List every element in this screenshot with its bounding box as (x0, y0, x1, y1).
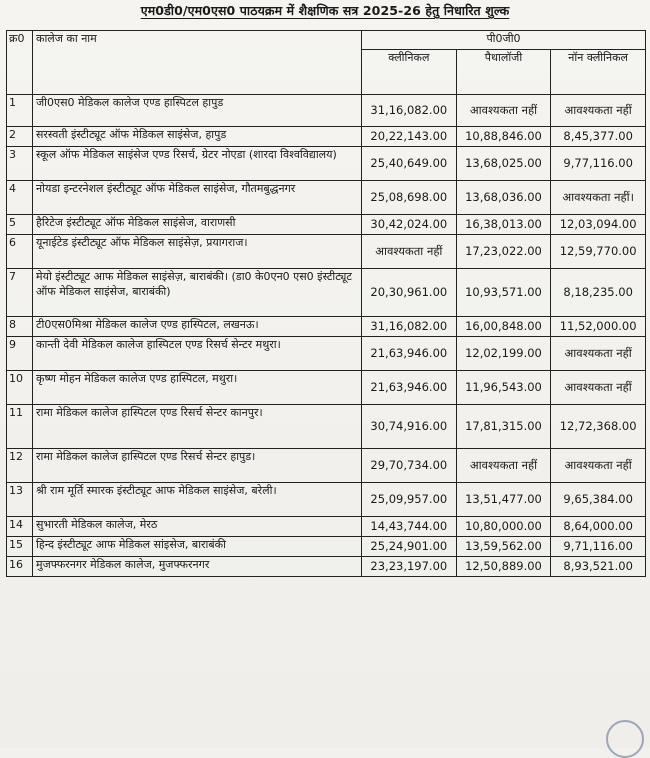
header-pg-group: पी0जी0 (362, 31, 646, 50)
table-row (7, 269, 646, 317)
row-clinical-fee: 20,30,961.00 (362, 269, 457, 317)
row-serial: 13 (7, 483, 33, 517)
table-row (7, 317, 646, 337)
row-clinical-fee: 21,63,946.00 (362, 371, 457, 405)
row-serial: 5 (7, 215, 33, 235)
row-clinical-fee: 25,08,698.00 (362, 181, 457, 215)
row-pathology-fee: 17,23,022.00 (456, 235, 551, 269)
document-title (0, 0, 650, 26)
row-college-name: जी0एस0 मेडिकल कालेज एण्ड हास्पिटल हापुड (33, 95, 362, 127)
row-college-name: सरस्वती इंस्टीट्यूट ऑफ मेडिकल साइंसेज, हापुड (33, 127, 362, 147)
row-clinical-fee: 25,09,957.00 (362, 483, 457, 517)
row-serial: 11 (7, 405, 33, 449)
table-body (7, 95, 646, 577)
stamp-seal (606, 720, 644, 758)
table-row (7, 337, 646, 371)
row-college-name: कान्ती देवी मेडिकल कालेज हास्पिटल एण्ड रिसर्च सेन्टर मथुरा। (33, 337, 362, 371)
row-college-name: स्कूल ऑफ मेडिकल साइंसेज एण्ड रिसर्च, ग्रेटर नोएडा (शारदा विश्वविद्यालय) (33, 147, 362, 181)
table-header-row (7, 31, 646, 50)
row-clinical-fee: 30,42,024.00 (362, 215, 457, 235)
row-pathology-fee: 16,00,848.00 (456, 317, 551, 337)
row-college-name: टी0एस0मिश्रा मेडिकल कालेज एण्ड हास्पिटल, लखनऊ। (33, 317, 362, 337)
row-serial: 12 (7, 449, 33, 483)
table-row (7, 181, 646, 215)
row-pathology-fee: 10,88,846.00 (456, 127, 551, 147)
row-non-clinical-fee: 12,59,770.00 (551, 235, 646, 269)
row-serial: 10 (7, 371, 33, 405)
header-clinical: क्लीनिकल (362, 50, 457, 95)
table-row (7, 371, 646, 405)
row-pathology-fee: 16,38,013.00 (456, 215, 551, 235)
header-pathology: पैथालॉजी (456, 50, 551, 95)
table-row (7, 95, 646, 127)
row-clinical-fee: 20,22,143.00 (362, 127, 457, 147)
row-pathology-fee: 10,93,571.00 (456, 269, 551, 317)
row-non-clinical-fee: 12,03,094.00 (551, 215, 646, 235)
document-title-text: एम0डी0/एम0एस0 पाठयक्रम में शैक्षणिक सत्र 2025-26 हेतु निधारित शुल्क (140, 3, 510, 18)
row-clinical-fee: 30,74,916.00 (362, 405, 457, 449)
row-serial: 2 (7, 127, 33, 147)
row-clinical-fee: 23,23,197.00 (362, 557, 457, 577)
row-serial: 14 (7, 517, 33, 537)
row-pathology-fee: आवश्यकता नहीं (456, 449, 551, 483)
row-pathology-fee: 13,68,036.00 (456, 181, 551, 215)
row-college-name: रामा मेडिकल कालेज हास्पिटल एण्ड रिसर्च सेन्टर कानपुर। (33, 405, 362, 449)
row-clinical-fee: 31,16,082.00 (362, 95, 457, 127)
row-serial: 16 (7, 557, 33, 577)
table-row (7, 557, 646, 577)
row-non-clinical-fee: 9,65,384.00 (551, 483, 646, 517)
row-non-clinical-fee: 8,45,377.00 (551, 127, 646, 147)
table-row (7, 449, 646, 483)
row-pathology-fee: 13,51,477.00 (456, 483, 551, 517)
row-serial: 4 (7, 181, 33, 215)
row-clinical-fee: 31,16,082.00 (362, 317, 457, 337)
table-row (7, 483, 646, 517)
row-college-name: सुभारती मेडिकल कालेज, मेरठ (33, 517, 362, 537)
row-pathology-fee: 10,80,000.00 (456, 517, 551, 537)
row-pathology-fee: 17,81,315.00 (456, 405, 551, 449)
row-pathology-fee: 12,02,199.00 (456, 337, 551, 371)
row-college-name: नोयडा इन्टरनेशल इंस्टीट्यूट ऑफ मेडिकल साइंसेज, गौतमबुद्धनगर (33, 181, 362, 215)
row-clinical-fee: आवश्यकता नहीं (362, 235, 457, 269)
row-clinical-fee: 14,43,744.00 (362, 517, 457, 537)
row-pathology-fee: 11,96,543.00 (456, 371, 551, 405)
row-non-clinical-fee: 8,18,235.00 (551, 269, 646, 317)
row-serial: 9 (7, 337, 33, 371)
row-non-clinical-fee: 9,77,116.00 (551, 147, 646, 181)
row-serial: 7 (7, 269, 33, 317)
row-clinical-fee: 25,40,649.00 (362, 147, 457, 181)
header-college-name: कालेज का नाम (33, 31, 362, 95)
table-row (7, 235, 646, 269)
fee-table (6, 30, 646, 577)
row-non-clinical-fee: 11,52,000.00 (551, 317, 646, 337)
row-serial: 3 (7, 147, 33, 181)
row-college-name: मेयो इंस्टीट्यूट आफ मेडिकल साइंसेज़, बाराबंकी। (डा0 के0एन0 एस0 इंस्टीट्यूट ऑफ मेडिकल साइंसेज, बाराबंकी) (33, 269, 362, 317)
row-non-clinical-fee: आवश्यकता नहीं (551, 449, 646, 483)
row-college-name: कृष्ण मोहन मेडिकल कालेज एण्ड हास्पिटल, मथुरा। (33, 371, 362, 405)
row-serial: 8 (7, 317, 33, 337)
table-row (7, 215, 646, 235)
table-row (7, 147, 646, 181)
row-pathology-fee: 13,59,562.00 (456, 537, 551, 557)
row-serial: 15 (7, 537, 33, 557)
row-clinical-fee: 29,70,734.00 (362, 449, 457, 483)
row-college-name: हिन्द इंस्टीट्यूट आफ मेडिकल सांइसेज, बाराबंकी (33, 537, 362, 557)
table-row (7, 517, 646, 537)
row-pathology-fee: 13,68,025.00 (456, 147, 551, 181)
row-non-clinical-fee: 8,64,000.00 (551, 517, 646, 537)
row-non-clinical-fee: आवश्यकता नहीं। (551, 181, 646, 215)
row-college-name: रामा मेडिकल कालेज हास्पिटल एण्ड रिसर्च सेन्टर हापुड। (33, 449, 362, 483)
row-non-clinical-fee: 8,93,521.00 (551, 557, 646, 577)
row-pathology-fee: आवश्यकता नहीं (456, 95, 551, 127)
row-pathology-fee: 12,50,889.00 (456, 557, 551, 577)
row-college-name: हैरिटेज इंस्टीट्यूट ऑफ मेडिकल साइंसेज, वाराणसी (33, 215, 362, 235)
row-college-name: श्री राम मूर्ति स्मारक इंस्टीट्यूट आफ मेडिकल साइंसेज, बरेली। (33, 483, 362, 517)
row-serial: 1 (7, 95, 33, 127)
row-clinical-fee: 25,24,901.00 (362, 537, 457, 557)
row-non-clinical-fee: आवश्यकता नहीं (551, 337, 646, 371)
row-college-name: मुजफ्फरनगर मेडिकल कालेज, मुजफ्फरनगर (33, 557, 362, 577)
row-college-name: यूनाईटेड इंस्टीट्यूट ऑफ मेडिकल साइंसेज़, प्रयागराज। (33, 235, 362, 269)
table-row (7, 537, 646, 557)
row-non-clinical-fee: 9,71,116.00 (551, 537, 646, 557)
header-serial: क्र0 (7, 31, 33, 95)
row-non-clinical-fee: 12,72,368.00 (551, 405, 646, 449)
table-row (7, 405, 646, 449)
row-non-clinical-fee: आवश्यकता नहीं (551, 371, 646, 405)
row-non-clinical-fee: आवश्यकता नहीं (551, 95, 646, 127)
table-row (7, 127, 646, 147)
row-clinical-fee: 21,63,946.00 (362, 337, 457, 371)
row-serial: 6 (7, 235, 33, 269)
header-non-clinical: नॉन क्लीनिकल (551, 50, 646, 95)
